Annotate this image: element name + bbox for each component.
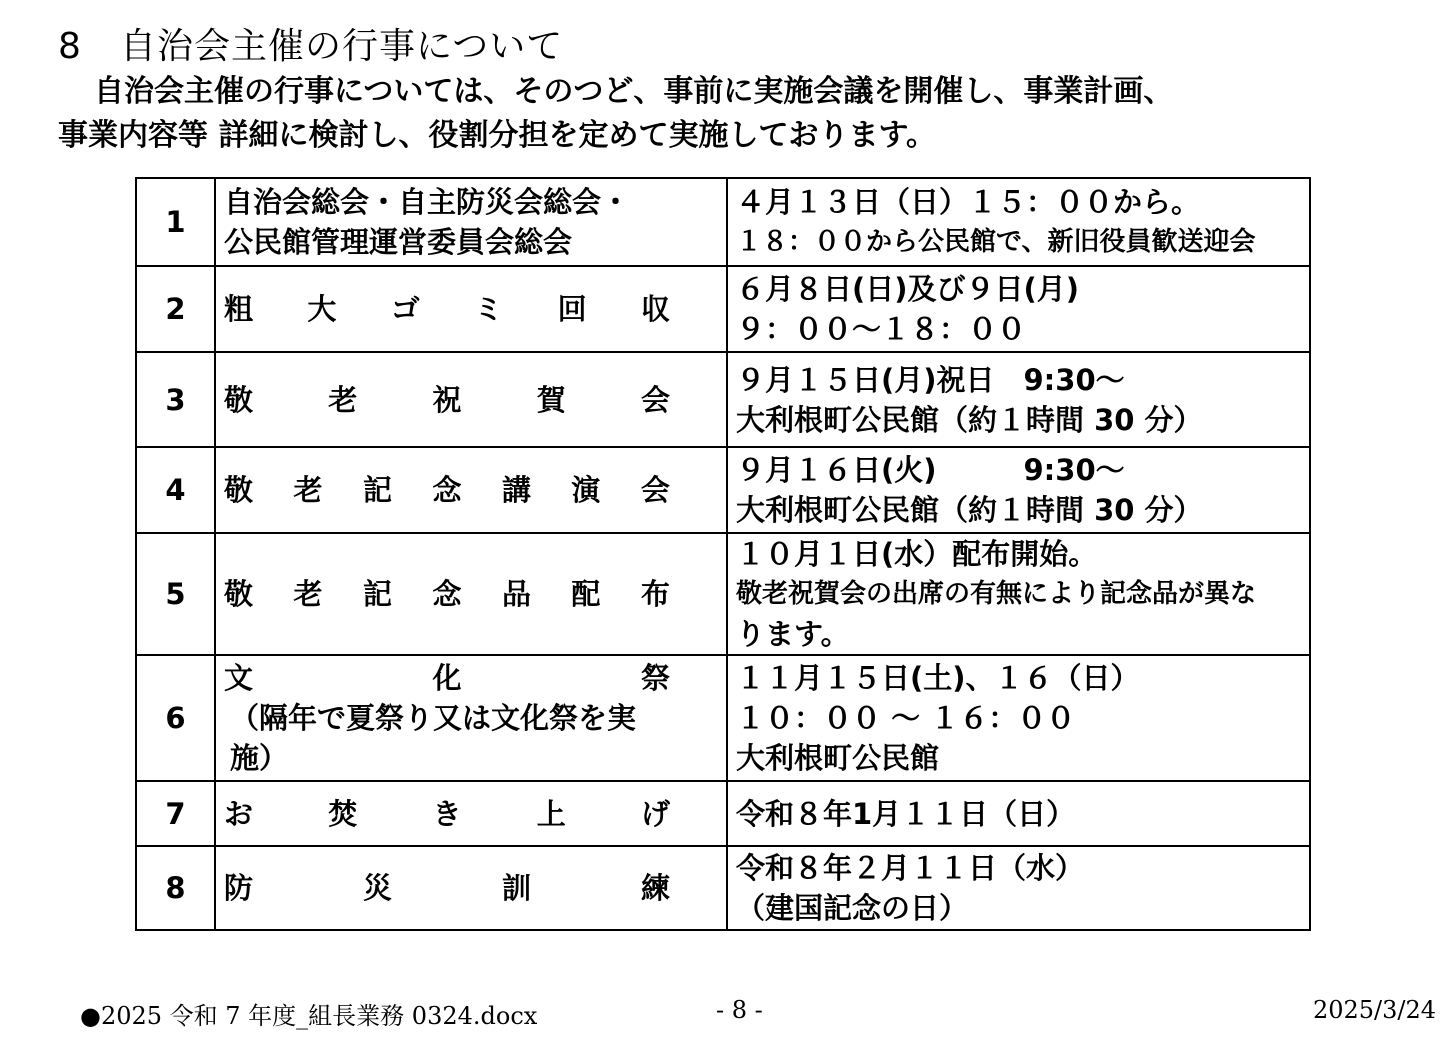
- event-name-char: 防: [224, 871, 254, 905]
- event-number: 2: [136, 266, 215, 352]
- event-name-char: 念: [432, 577, 462, 611]
- event-name-char: 記: [362, 577, 392, 611]
- events-table: [135, 177, 1311, 931]
- event-detail-line: １８：００から公民館で、新旧役員歓送迎会: [736, 227, 1256, 257]
- event-row: [136, 533, 1310, 655]
- intro-line-1: 自治会主催の行事については、そのつど、事前に実施会議を開催し、事業計画、: [94, 74, 1174, 109]
- event-name: [215, 846, 727, 930]
- event-name-char: 回: [557, 292, 587, 326]
- event-name-char: ゴ: [390, 292, 420, 326]
- event-name-char: 収: [640, 292, 670, 326]
- event-name-char: 文: [224, 661, 254, 695]
- event-name: [215, 781, 727, 846]
- event-row: [136, 781, 1310, 846]
- event-detail-line: ９月１６日(火) 9:30～: [736, 453, 1125, 487]
- event-row: [136, 655, 1310, 781]
- footer-date: 2025/3/24: [1312, 996, 1436, 1024]
- event-name: [215, 655, 727, 781]
- event-name-char: 敬: [224, 473, 254, 507]
- footer-page-number: - 8 -: [716, 996, 763, 1024]
- event-detail-line: ６月８日(日)及び９日(月): [736, 272, 1080, 306]
- event-detail: [727, 266, 1310, 352]
- event-name: [215, 447, 727, 533]
- event-name-char: 布: [640, 577, 670, 611]
- event-name-char: 演: [571, 473, 601, 507]
- event-number: 8: [136, 846, 215, 930]
- event-detail-line: 令和８年1月１１日（日）: [736, 796, 1076, 831]
- event-name-char: 敬: [224, 382, 254, 417]
- event-name-spread: [224, 470, 670, 510]
- event-detail-line: 大利根町公民館（約１時間 30 分）: [736, 493, 1203, 527]
- event-number: 3: [136, 352, 215, 447]
- event-detail-line: 令和８年２月１１日（水）: [736, 851, 1085, 885]
- event-detail-line: 大利根町公民館（約１時間 30 分）: [736, 402, 1203, 437]
- event-name-char: 会: [640, 382, 670, 417]
- footer-filename: ●2025 令和 7 年度_組長業務 0324.docx: [80, 1002, 538, 1030]
- event-name-line: 自治会総会・自主防災会総会・: [224, 185, 631, 219]
- event-name-line: 公民館管理運営委員会総会: [224, 225, 573, 259]
- event-name-char: 化: [432, 661, 462, 695]
- intro-line-2: 事業内容等 詳細に検討し、役割分担を定めて実施しております。: [58, 118, 937, 153]
- intro-paragraph: [58, 70, 1338, 158]
- event-detail-line: １０：００ ～ １６：００: [736, 701, 1076, 735]
- section-title: 自治会主催の行事について: [120, 26, 564, 67]
- event-name-char: 敬: [224, 577, 254, 611]
- event-name-spread: [224, 380, 670, 420]
- event-number: 5: [136, 533, 215, 655]
- event-name-spread: [224, 289, 670, 329]
- event-detail-line: ります。: [736, 617, 850, 651]
- event-detail: [727, 781, 1310, 846]
- event-name-char: 会: [640, 473, 670, 507]
- event-name-char: 賀: [536, 382, 566, 417]
- event-detail-line: １０月１日(水）配布開始。: [736, 537, 1098, 571]
- event-name-spread: [224, 868, 670, 908]
- event-number: 7: [136, 781, 215, 846]
- event-name-char: 老: [293, 473, 323, 507]
- event-name-char: 焚: [328, 796, 358, 831]
- event-detail-line: １１月１５日(土)、１６（日）: [736, 661, 1140, 695]
- event-number: 4: [136, 447, 215, 533]
- event-detail-line: 大利根町公民館: [736, 741, 940, 775]
- event-name-char: 災: [362, 871, 392, 905]
- event-name-char: 老: [328, 382, 358, 417]
- event-name-char: 記: [362, 473, 392, 507]
- event-row: [136, 447, 1310, 533]
- section-heading: [58, 18, 563, 69]
- event-name-char: 講: [501, 473, 531, 507]
- event-detail-line: （建国記念の日）: [736, 891, 969, 925]
- event-name-char: 祝: [432, 382, 462, 417]
- event-name-char: 品: [501, 577, 531, 611]
- event-row: [136, 266, 1310, 352]
- event-name-char: 祭: [640, 661, 670, 695]
- event-name-char: 念: [432, 473, 462, 507]
- event-detail: [727, 533, 1310, 655]
- event-detail-line: ４月１３日（日）１５：００から。: [736, 185, 1201, 219]
- event-name-char: き: [432, 796, 462, 831]
- event-name-char: ミ: [474, 292, 504, 326]
- event-name-char: 粗: [224, 292, 254, 326]
- event-detail: [727, 352, 1310, 447]
- event-detail-line: 敬老祝賀会の出席の有無により記念品が異な: [736, 579, 1257, 609]
- event-name: [215, 266, 727, 352]
- event-name-char: 配: [571, 577, 601, 611]
- event-name-char: 上: [536, 796, 566, 831]
- event-name: [215, 352, 727, 447]
- event-detail: [727, 178, 1310, 266]
- event-name-char: お: [224, 796, 254, 831]
- event-row: [136, 352, 1310, 447]
- event-detail: [727, 846, 1310, 930]
- event-detail: [727, 655, 1310, 781]
- event-number: 1: [136, 178, 215, 266]
- section-number: 8: [58, 26, 82, 67]
- event-name-char: 練: [640, 871, 670, 905]
- event-name: [215, 533, 727, 655]
- event-name-spread: [224, 658, 670, 698]
- event-name-spread: [224, 574, 670, 614]
- event-name: [215, 178, 727, 266]
- event-name-spread: [224, 794, 670, 834]
- event-detail-line: ９：００～１８：００: [736, 312, 1027, 346]
- event-number: 6: [136, 655, 215, 781]
- event-row: [136, 178, 1310, 266]
- event-name-char: げ: [640, 796, 670, 831]
- event-name-note: （隔年で夏祭り又は文化祭を実施）: [230, 701, 637, 775]
- event-detail-line: ９月１５日(月)祝日 9:30～: [736, 362, 1125, 397]
- event-name-char: 大: [307, 292, 337, 326]
- event-name-char: 訓: [501, 871, 531, 905]
- event-detail: [727, 447, 1310, 533]
- event-row: [136, 846, 1310, 930]
- event-name-char: 老: [293, 577, 323, 611]
